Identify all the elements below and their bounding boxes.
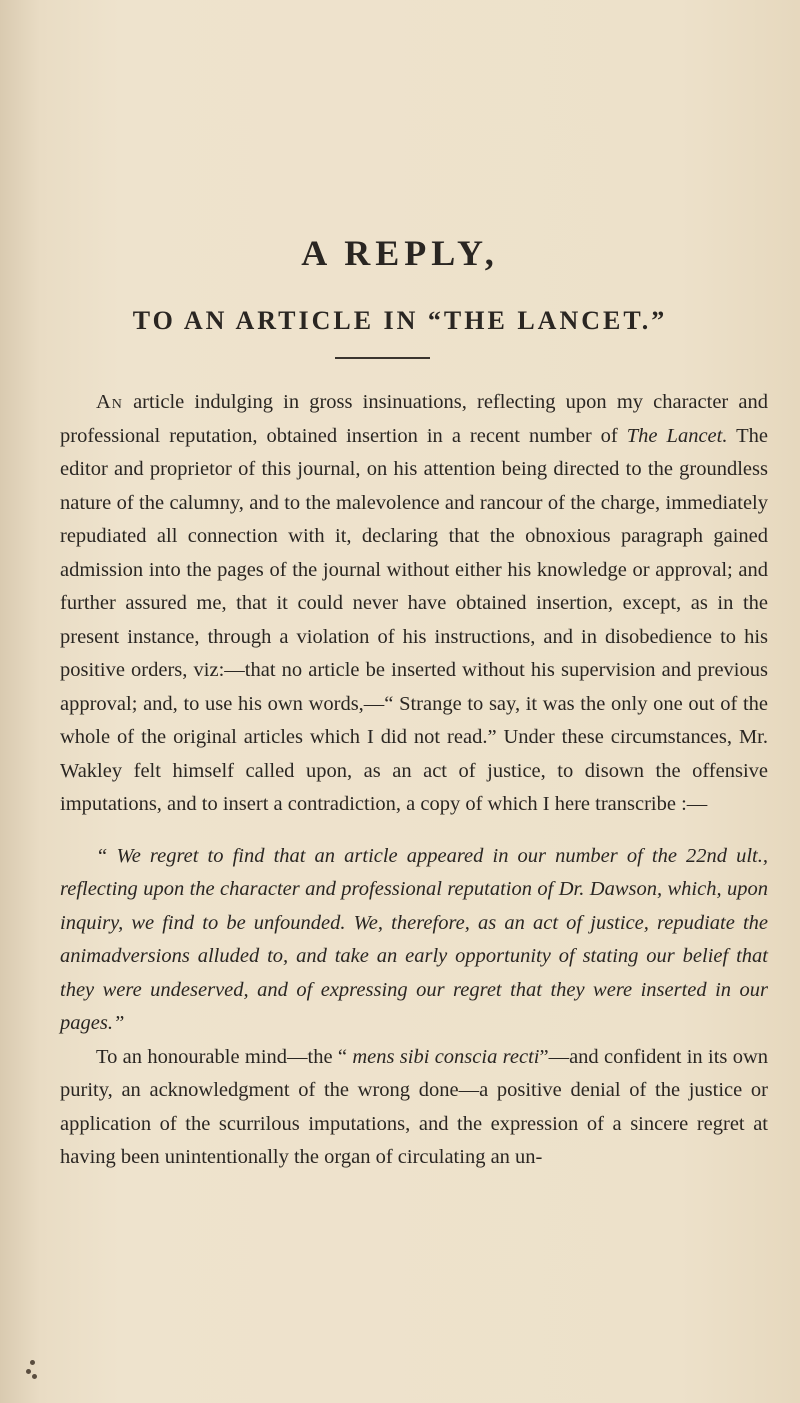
paragraph-lead: An — [96, 391, 123, 413]
latin-phrase: mens sibi conscia recti — [352, 1045, 540, 1068]
paragraph-3-text-b: ”—and confident in its own purity, an acknowledgment of the wrong done—a positive denial of the justice or application of the scurrilous imputations, and the expression of a sincere regret at having been unintentionally the organ of circulating an un- — [60, 1045, 768, 1168]
journal-name: The Lancet. — [626, 424, 728, 447]
margin-specks — [20, 1360, 44, 1400]
paragraph-1-text-a: article indulging in gross insinuations, reflecting upon my character and professional reputation, obtained insertion in a recent number of — [60, 391, 768, 447]
paragraph-1 — [60, 386, 768, 822]
body-text — [60, 386, 768, 1175]
paragraph-3 — [60, 1041, 768, 1175]
paragraph-3-text-a: To an honourable mind—the “ — [96, 1045, 353, 1068]
paragraph-1-text-b: The editor and proprietor of this journal, on his attention being directed to the groundless nature of the calumny, and to the malevolence and rancour of the charge, immediately repudiated all connection with it, declaring that the obnoxious paragraph gained admission into the pages of the journal without either his knowledge or approval; and further assured me, that it could never have obtained insertion, except, as in the present instance, through a violation of his instructions, and in disobedience to his positive orders, viz:—that no article be inserted without his supervision and previous approval; and, to use his own words,—“ Strange to say, it was the only one out of the whole of the original articles which I did not read.” Under these circumstances, Mr. Wakley felt himself called upon, as an act of justice, to disown the offensive imputations, and to insert a contradiction, a copy of which I here transcribe :— — [60, 424, 768, 815]
page-subtitle: TO AN ARTICLE IN “THE LANCET.” — [132, 306, 668, 335]
quoted-contradiction: “ We regret to find that an article appeared in our number of the 22nd ult., reflecting upon the character and professional reputation of Dr. Dawson, which, upon inquiry, we find to be unfounded. We, therefore, as an act of justice, repudiate the animadversions alluded to, and take an early opportunity of stating our belief that they were undeserved, and of expressing our regret that they were inserted in our pages.” — [60, 844, 768, 1034]
title-divider — [335, 357, 430, 359]
page-title: A REPLY, — [301, 233, 499, 273]
